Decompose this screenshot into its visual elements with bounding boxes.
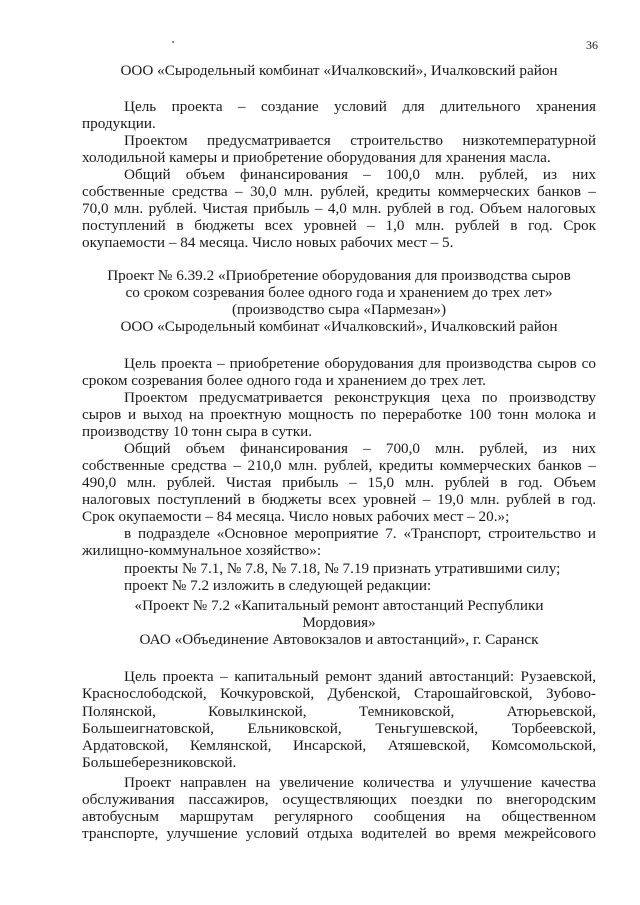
paragraph-line: проект № 7.2 изложить в следующей редакции: — [124, 577, 432, 594]
paragraph-line: 490,0 млн. рублей. Чистая прибыль – 15,0 млн. рублей в год. Объем — [82, 474, 596, 491]
paragraph-line: Проект направлен на увеличение количества и улучшение качества — [124, 774, 596, 791]
paragraph-line: Большеберезниковской. — [82, 754, 237, 771]
paragraph-line: Общий объем финансирования – 700,0 млн. рублей, из них — [124, 440, 596, 457]
paragraph-line: проекты № 7.1, № 7.8, № 7.18, № 7.19 признать утратившими силу; — [124, 560, 561, 577]
paragraph-line: Цель проекта – капитальный ремонт зданий автостанций: Рузаевской, — [124, 668, 596, 685]
org-heading-1: ООО «Сыродельный комбинат «Ичалковский», Ичалковский район — [120, 62, 558, 79]
paragraph-line: сроком созревания более одного года и хранением до трех лет. — [82, 372, 486, 389]
paragraph-line: Полянской, Ковылкинской, Темниковской, Атюрьевской, — [82, 703, 596, 720]
paragraph-line: налоговых поступлений в бюджеты всех уровней – 19,0 млн. рублей в год. — [82, 491, 596, 508]
paragraph-line: сыров и выход на проектную мощность по переработке 100 тонн молока и — [82, 406, 596, 423]
paragraph-line: производству 10 тонн сыра в сутки. — [82, 423, 312, 440]
project-heading: Мордовия» — [302, 614, 376, 631]
paragraph-line: Срок окупаемости – 84 месяца. Число новых рабочих мест – 20.»; — [82, 508, 510, 525]
project-heading: (производство сыра «Пармезан») — [231, 301, 447, 318]
org-heading-3: ОАО «Объединение Автовокзалов и автостанций», г. Саранск — [139, 631, 539, 648]
project-heading: Проект № 6.39.2 «Приобретение оборудования для производства сыров — [107, 267, 571, 284]
paragraph-line: Общий объем финансирования – 100,0 млн. рублей, из них — [124, 166, 596, 183]
paragraph-line: 70,0 млн. рублей. Чистая прибыль – 4,0 млн. рублей в год. Объем налоговых — [82, 200, 596, 217]
org-heading-2: ООО «Сыродельный комбинат «Ичалковский», Ичалковский район — [120, 318, 558, 335]
page-number: 36 — [586, 38, 598, 52]
paragraph-line: поступлений в бюджеты всех уровней – 1,0 млн. рублей в год. Срок — [82, 217, 596, 234]
paragraph-line: окупаемости – 84 месяца. Число новых рабочих мест – 5. — [82, 234, 454, 251]
paragraph-line: собственные средства – 210,0 млн. рублей, кредиты коммерческих банков – — [82, 457, 596, 474]
paragraph-line: обслуживания пассажиров, осуществляющих поездки по внегородским — [82, 791, 596, 808]
scan-speck — [172, 41, 174, 43]
paragraph-line: Проектом предусматривается строительство низкотемпературной — [124, 132, 596, 149]
paragraph-line: жилищно-коммунальное хозяйство»: — [82, 542, 322, 559]
paragraph-line: в подразделе «Основное мероприятие 7. «Транспорт, строительство и — [124, 525, 596, 542]
paragraph-line: Краснослободской, Кочкуровской, Дубенской, Старошайговской, Зубово- — [82, 685, 596, 702]
paragraph-line: транспорте, улучшение условий отдыха водителей во время межрейсового — [82, 825, 596, 842]
paragraph-line: собственные средства – 30,0 млн. рублей, кредиты коммерческих банков – — [82, 183, 596, 200]
paragraph-line: продукции. — [82, 115, 156, 132]
paragraph-line: холодильной камеры и приобретение оборудования для хранения масла. — [82, 149, 551, 166]
paragraph-line: Большеигнатовской, Ельниковской, Теньгушевской, Торбеевской, — [82, 720, 596, 737]
paragraph-line: Ардатовской, Кемлянской, Инсарской, Атяшевской, Комсомольской, — [82, 737, 596, 754]
paragraph-line: автобусным маршрутам регулярного сообщения на общественном — [82, 808, 596, 825]
paragraph-line: Цель проекта – приобретение оборудования для производства сыров со — [124, 355, 596, 372]
project-heading: «Проект № 7.2 «Капитальный ремонт автостанций Республики — [134, 597, 544, 614]
project-heading: со сроком созревания более одного года и хранением до трех лет» — [125, 284, 553, 301]
paragraph-line: Цель проекта – создание условий для длительного хранения — [124, 98, 596, 115]
paragraph-line: Проектом предусматривается реконструкция цеха по производству — [124, 389, 596, 406]
